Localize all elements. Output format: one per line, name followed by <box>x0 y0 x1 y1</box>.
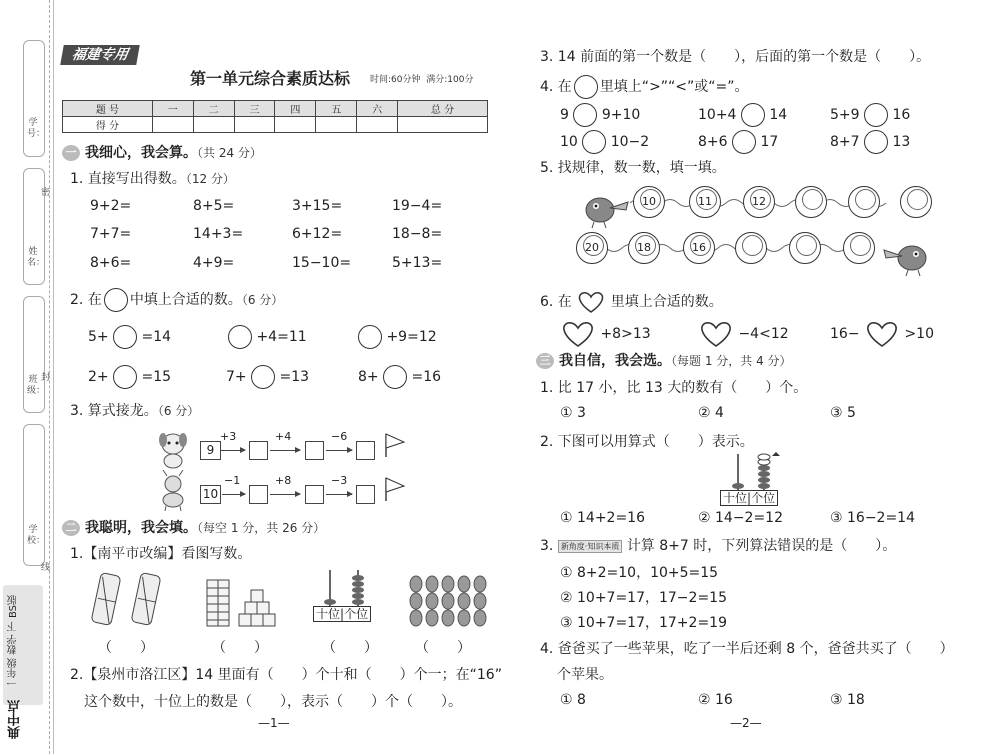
table-cell: 总 分 <box>398 101 488 117</box>
option[interactable]: ③ 10+7=17，17+2=19 <box>560 615 727 631</box>
table-row <box>63 117 488 133</box>
cube-blocks-image <box>205 578 283 628</box>
heart-blank[interactable] <box>698 320 734 348</box>
calc-item[interactable]: 9+2= <box>90 198 132 214</box>
calc-item[interactable]: 7+7= <box>90 226 132 242</box>
section-note: （共 24 分） <box>197 146 262 160</box>
apple-blank[interactable] <box>228 325 252 349</box>
score-cell[interactable] <box>398 117 488 133</box>
flag-icon <box>384 432 406 458</box>
option[interactable]: ① 14+2=16 <box>560 510 645 526</box>
question-points: （6 分） <box>241 293 284 307</box>
compare-blank[interactable] <box>864 103 888 127</box>
answer-blank[interactable]: （ ） <box>322 640 378 656</box>
compare-blank[interactable] <box>732 130 756 154</box>
calc-item[interactable]: 8+5= <box>193 198 235 214</box>
chain-op: −3 <box>331 474 348 487</box>
option[interactable]: ③ 16−2=14 <box>830 510 915 526</box>
arrow <box>326 450 352 451</box>
section-number: 三 <box>536 353 554 369</box>
page-title: 第一单元综合素质达标 <box>190 69 351 88</box>
bead: 11 <box>689 186 721 218</box>
abacus-image <box>722 452 782 492</box>
section-title: 我细心，我会算。 <box>85 145 197 161</box>
chain-start: 10 <box>200 485 221 504</box>
fill-equation: +9=12 <box>358 325 437 349</box>
school-label: 学校： <box>27 525 46 546</box>
section-1-heading <box>62 142 262 162</box>
logo-mark: 典中点 <box>8 700 23 739</box>
binding-strip <box>0 0 54 754</box>
option[interactable]: ② 4 <box>698 405 724 421</box>
compare-item: 5+9 16 <box>830 103 910 127</box>
page-number: —2— <box>730 716 762 730</box>
pears-image <box>408 575 488 627</box>
question-2-1: 1.【南平市改编】看图写数。 <box>70 546 252 562</box>
option[interactable]: ① 3 <box>560 405 586 421</box>
compare-item: 8+6 17 <box>698 130 778 154</box>
calc-item[interactable]: 8+6= <box>90 255 132 271</box>
calc-item[interactable]: 6+12= <box>292 226 343 242</box>
answer-blank[interactable]: （ ） <box>415 640 471 656</box>
question-label: 3. 算式接龙。 <box>70 403 158 419</box>
question-points: （6 分） <box>157 404 200 418</box>
bead-blank[interactable] <box>900 186 932 218</box>
region-badge: 福建专用 <box>60 45 140 65</box>
score-table <box>62 100 488 133</box>
heart-icon <box>576 290 606 314</box>
calc-item[interactable]: 3+15= <box>292 198 343 214</box>
apple-blank[interactable] <box>251 365 275 389</box>
spine-text: 一年级 数学 下 BS版 <box>8 595 19 688</box>
cut-line <box>49 0 50 754</box>
apple-blank[interactable] <box>358 325 382 349</box>
abacus-image <box>312 568 376 608</box>
fill-equation: +4=11 <box>228 325 307 349</box>
table-cell: 得 分 <box>63 117 153 133</box>
option[interactable]: ② 14−2=12 <box>698 510 783 526</box>
dog-icon <box>155 428 191 470</box>
option[interactable]: ③ 18 <box>830 692 865 708</box>
calc-item[interactable]: 19−4= <box>392 198 443 214</box>
chain-blank[interactable] <box>356 485 375 504</box>
fill-equation: 2+ =15 <box>88 365 171 389</box>
circle-icon <box>574 75 598 99</box>
apple-blank[interactable] <box>113 365 137 389</box>
score-cell[interactable] <box>234 117 275 133</box>
option[interactable]: ② 16 <box>698 692 733 708</box>
question-label: 中填上合适的数。 <box>129 292 242 308</box>
answer-blank[interactable]: （ ） <box>98 640 154 656</box>
compare-blank[interactable] <box>573 103 597 127</box>
chain-op: +8 <box>275 474 292 487</box>
question-3-4: 4. 爸爸买了一些苹果，吃了一半后还剩 8 个，爸爸共买了（ ） <box>540 641 954 657</box>
calc-item[interactable]: 4+9= <box>193 255 235 271</box>
bead-blank[interactable] <box>795 186 827 218</box>
section-number: 二 <box>62 520 80 536</box>
heart-equation: +8>13 <box>560 320 651 348</box>
question-3-4-cont: 个苹果。 <box>557 667 613 683</box>
question-2-2-cont: 这个数中，十位上的数是（ ），表示（ ）个（ ）。 <box>84 694 462 710</box>
answer-blank[interactable]: （ ） <box>212 640 268 656</box>
place-value-label: 十位|个位 <box>313 606 371 622</box>
chain-blank[interactable] <box>249 441 268 460</box>
question-2-6: 6. 在 里填上合适的数。 <box>540 290 723 314</box>
seal-mark: 线 <box>41 563 51 573</box>
score-cell[interactable] <box>357 117 398 133</box>
bead: 12 <box>743 186 775 218</box>
option[interactable]: ① 8 <box>560 692 586 708</box>
question-1-2 <box>70 288 283 312</box>
question-2-3: 3. 14 前面的第一个数是（ ），后面的第一个数是（ ）。 <box>540 49 931 65</box>
section-note: （每题 1 分，共 4 分） <box>671 354 792 368</box>
place-value-label: 十位|个位 <box>720 490 778 506</box>
seal-mark: 封 <box>41 373 51 383</box>
question-2-2: 2.【泉州市洛江区】14 里面有（ ）个十和（ ）个一；在“16” <box>70 667 502 683</box>
calc-item[interactable]: 5+13= <box>392 255 443 271</box>
score-cell[interactable] <box>316 117 357 133</box>
time-limit: 时间:60分钟 <box>370 75 421 85</box>
table-cell: 六 <box>357 101 398 117</box>
bead-blank[interactable] <box>843 232 875 264</box>
table-cell: 四 <box>275 101 316 117</box>
table-cell: 题 号 <box>63 101 153 117</box>
section-3-heading <box>536 350 792 370</box>
question-1-3 <box>70 400 199 420</box>
question-points: （12 分） <box>185 172 235 186</box>
table-cell: 三 <box>234 101 275 117</box>
chain-blank[interactable] <box>356 441 375 460</box>
chain-start: 9 <box>200 441 221 460</box>
exam-meta <box>370 72 473 85</box>
compare-item: 8+7 13 <box>830 130 910 154</box>
name-label: 姓名： <box>27 247 46 268</box>
calc-item[interactable]: 15−10= <box>292 255 352 271</box>
bead-blank[interactable] <box>735 232 767 264</box>
calc-item[interactable]: 14+3= <box>193 226 244 242</box>
bead: 10 <box>633 186 665 218</box>
arrow <box>220 450 245 451</box>
fill-equation: 8+ =16 <box>358 365 441 389</box>
question-3-2: 2. 下图可以用算式（ ）表示。 <box>540 434 754 450</box>
calc-item[interactable]: 18−8= <box>392 226 443 242</box>
score-cell[interactable] <box>193 117 234 133</box>
bead-blank[interactable] <box>789 232 821 264</box>
table-cell: 五 <box>316 101 357 117</box>
fill-equation: 5+ =14 <box>88 325 171 349</box>
section-title: 我聪明，我会填。 <box>85 520 197 536</box>
compare-blank[interactable] <box>864 130 888 154</box>
compare-blank[interactable] <box>582 130 606 154</box>
bead: 16 <box>683 232 715 264</box>
heart-equation: 16− >10 <box>830 320 934 348</box>
option[interactable]: ② 10+7=17，17−2=15 <box>560 590 727 606</box>
apple-blank[interactable] <box>383 365 407 389</box>
chain-op: +3 <box>220 430 237 443</box>
arrow <box>270 450 300 451</box>
chain-op: −1 <box>224 474 241 487</box>
chain-op: +4 <box>275 430 292 443</box>
table-cell: 一 <box>152 101 193 117</box>
question-label: 1. 直接写出得数。 <box>70 171 186 187</box>
question-1-1 <box>70 168 235 188</box>
fill-equation: 7+ =13 <box>226 365 309 389</box>
question-label: 2. 在 <box>70 292 102 308</box>
option[interactable]: ③ 5 <box>830 405 856 421</box>
heart-equation: −4<12 <box>698 320 789 348</box>
compare-item: 9 9+10 <box>560 103 640 127</box>
section-note: （每空 1 分，共 26 分） <box>197 521 326 535</box>
chain-blank[interactable] <box>305 441 324 460</box>
bead: 18 <box>628 232 660 264</box>
compare-item: 10 10−2 <box>560 130 649 154</box>
table-row <box>63 101 488 117</box>
chain-op: −6 <box>331 430 348 443</box>
apple-icon <box>104 288 128 312</box>
arrow <box>326 494 352 495</box>
section-title: 我自信，我会选。 <box>559 353 671 369</box>
class-label: 班级： <box>27 375 46 396</box>
student-id-label: 学号： <box>27 118 46 139</box>
bird-icon <box>580 188 632 230</box>
flag-icon <box>384 476 406 502</box>
apple-blank[interactable] <box>113 325 137 349</box>
compare-item: 10+4 14 <box>698 103 787 127</box>
arrow <box>270 494 300 495</box>
arrow <box>222 494 245 495</box>
section-2-heading <box>62 517 325 537</box>
question-2-4: 4. 在 里填上“>”“<”或“=”。 <box>540 75 749 99</box>
score-cell[interactable] <box>152 117 193 133</box>
bird-icon <box>880 236 932 278</box>
seal-mark: 密 <box>41 188 51 198</box>
bead-blank[interactable] <box>848 186 880 218</box>
option[interactable]: ① 8+2=10，10+5=15 <box>560 565 719 581</box>
table-cell: 二 <box>193 101 234 117</box>
chain-blank[interactable] <box>305 485 324 504</box>
tag-badge: 新角度·知识本质 <box>558 540 623 553</box>
heart-blank[interactable] <box>864 320 900 348</box>
heart-blank[interactable] <box>560 320 596 348</box>
compare-blank[interactable] <box>741 103 765 127</box>
section-number: 一 <box>62 145 80 161</box>
full-score: 满分:100分 <box>426 75 474 85</box>
score-cell[interactable] <box>275 117 316 133</box>
stick-bundles-image <box>88 570 170 628</box>
deer-icon <box>155 470 191 512</box>
question-2-5: 5. 找规律，数一数，填一填。 <box>540 160 726 176</box>
chain-blank[interactable] <box>249 485 268 504</box>
page-number: —1— <box>258 716 290 730</box>
bead: 20 <box>576 232 608 264</box>
question-3-3: 3. 新角度·知识本质 计算 8+7 时，下列算法错误的是（ ）。 <box>540 538 897 554</box>
question-3-1: 1. 比 17 小，比 13 大的数有（ ）个。 <box>540 380 808 396</box>
